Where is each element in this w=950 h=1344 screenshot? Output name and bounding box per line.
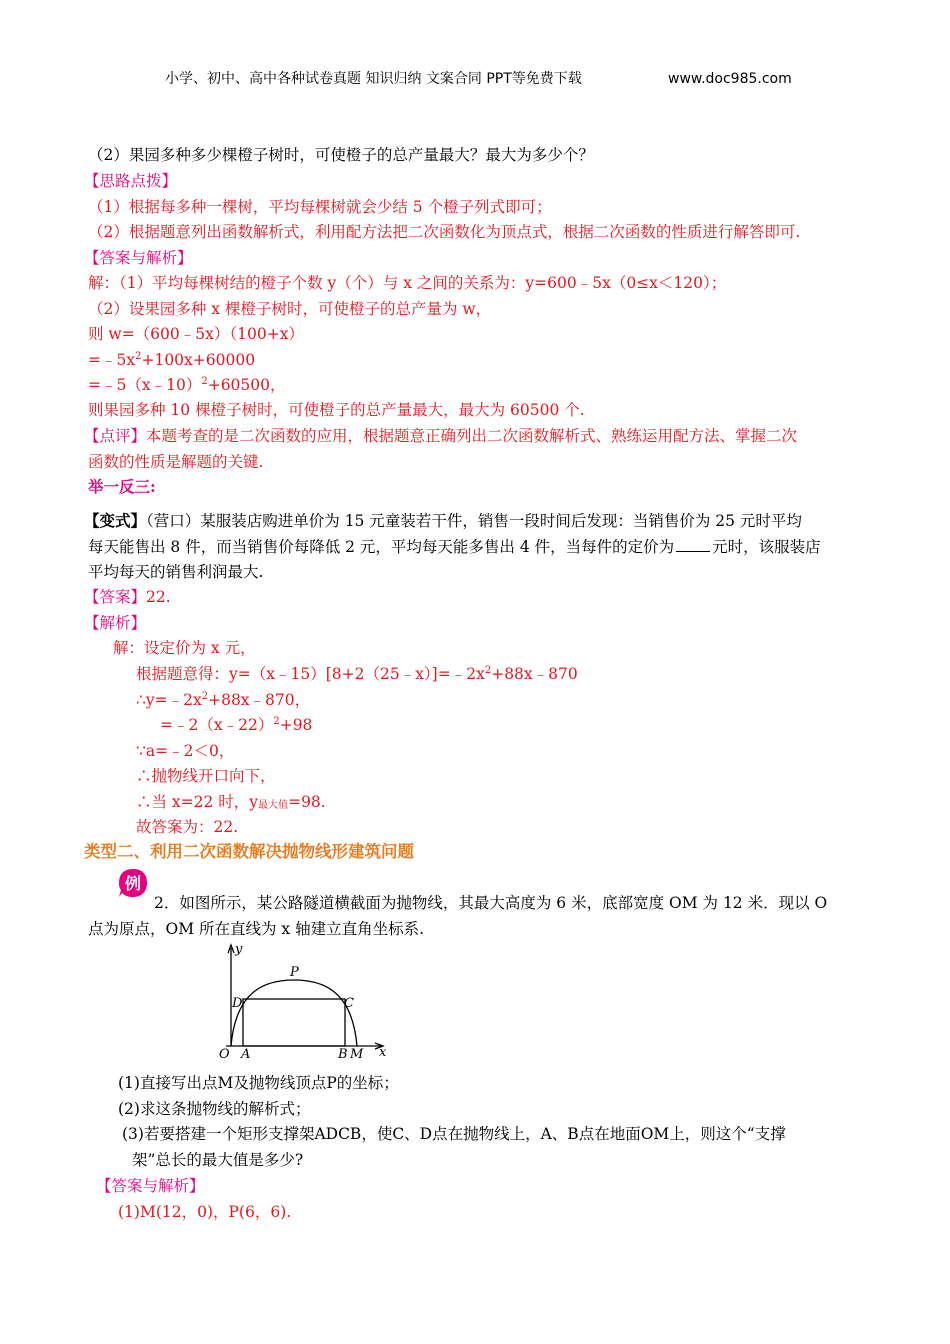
label-b: B — [338, 1047, 348, 1060]
support-rect — [243, 999, 345, 1046]
variant-line-1: 【变式】（营口）某服装店购进单价为 15 元童装若干件，销售一段时间后发现：当销售价为 25 元时平均 — [84, 511, 802, 530]
label-y: y — [235, 942, 243, 957]
solution-line-6: 则果园多种 10 棵橙子树时，可使橙子的总产量最大，最大为 60500 个. — [88, 401, 585, 419]
label-a: A — [241, 1047, 251, 1060]
hint-line-2: （2）根据题意列出函数解析式，利用配方法把二次函数化为顶点式，根据二次函数的性质进行解答即可. — [88, 223, 801, 241]
review-line-2: 函数的性质是解题的关键. — [88, 453, 264, 471]
review-line-1: 【点评】本题考查的是二次函数的应用，根据题意正确列出二次函数解析式、熟练运用配方法、掌握二次 — [84, 427, 798, 445]
analysis-line-7: ∴当 x=22 时，$y_{最大值}=98$. — [136, 793, 326, 811]
tunnel-figure — [212, 940, 397, 1060]
part-3-line-1: (3)若要搭建一个矩形支撑架ADCB，使C、D点在抛物线上，A、B点在地面OM上，则这个“支撑 — [122, 1125, 786, 1143]
analysis-line-1: 解：设定价为 x 元， — [113, 639, 256, 657]
solution-line-5: =﹣5（x﹣10）$^2$+60500， — [88, 376, 286, 394]
example-2-line-1: 2．如图所示，某公路隧道横截面为抛物线，其最大高度为 6 米，底部宽度 OM 为 12 米．现以 O — [154, 894, 828, 912]
part-2: (2)求这条抛物线的解析式； — [118, 1100, 311, 1118]
review-tag: 【点评】 — [84, 427, 147, 445]
part-3-line-2: 架”总长的最大值是多少? — [132, 1151, 304, 1169]
analysis-tag: 【解析】 — [84, 614, 147, 632]
label-p: P — [290, 965, 299, 980]
header-text: 小学、初中、高中各种试卷真题 知识归纳 文案合同 PPT等免费下载 — [165, 71, 582, 87]
solution-line-1: 解：（1）平均每棵树结的橙子个数 y（个）与 x 之间的关系为：y=600﹣5x（0≤x＜120）； — [88, 274, 727, 292]
label-m: M — [350, 1047, 364, 1060]
variant-tag: 【变式】 — [84, 511, 147, 530]
label-c: C — [344, 996, 354, 1011]
parabola — [231, 980, 357, 1046]
variant-line-3: 平均每天的销售利润最大. — [88, 563, 264, 581]
analysis-line-4: =﹣2（x﹣22）$^2$+98 — [160, 716, 313, 734]
analysis-line-8: 故答案为：22. — [136, 818, 239, 836]
example-badge-icon — [118, 868, 148, 898]
solution-line-3: 则 w=（600﹣5x）（100+x） — [88, 325, 304, 343]
part-1: (1)直接写出点M及抛物线顶点P的坐标； — [118, 1074, 399, 1092]
solution-line-2: （2）设果园多种 x 棵橙子树时，可使橙子的总产量为 w， — [88, 300, 492, 318]
answer2-tag: 【答案】 — [84, 588, 147, 606]
solution-line-4: $=﹣5x^2+100x+60000$ — [88, 351, 256, 369]
question-2: （2）果园多种多少棵橙子树时，可使橙子的总产量最大？最大为多少个？ — [88, 146, 594, 164]
analysis-line-5: ∵a=﹣2＜0， — [136, 742, 235, 760]
type2-heading: 类型二、利用二次函数解决抛物线形建筑问题 — [84, 842, 414, 861]
label-x: x — [379, 1045, 387, 1060]
hint-line-1: （1）根据每多种一棵树，平均每棵树就会少结 5 个橙子列式即可； — [88, 198, 552, 216]
label-d: D — [232, 996, 243, 1011]
header-url[interactable]: www.doc985.com — [668, 71, 792, 87]
badge-text: 例 — [124, 874, 142, 893]
answer-blank — [676, 538, 710, 552]
answer3-line-1: (1)M(12，0)，P(6，6). — [118, 1203, 292, 1221]
analysis-line-3: $\therefore y=﹣2x^2+88x﹣870$， — [136, 691, 311, 709]
variant-line-2: 每天能售出 8 件，而当销售价每降低 2 元，平均每天能多售出 4 件，当每件的定价为 元时，该服装店 — [88, 538, 821, 556]
variant-answer: 【答案】22. — [84, 588, 171, 606]
analysis-line-2: 根据题意得：$y=(x﹣15)[8+2(25﹣x)]=﹣2x^2+88x﹣870$ — [136, 665, 578, 683]
answer-tag: 【答案与解析】 — [84, 249, 193, 267]
jyfs-heading: 举一反三: — [88, 477, 156, 496]
label-o: O — [219, 1047, 230, 1060]
answer3-tag: 【答案与解析】 — [96, 1177, 205, 1195]
analysis-line-6: ∴抛物线开口向下， — [136, 767, 276, 785]
example-2-line-2: 点为原点，OM 所在直线为 x 轴建立直角坐标系. — [88, 920, 425, 938]
hint-tag: 【思路点拨】 — [84, 172, 178, 190]
